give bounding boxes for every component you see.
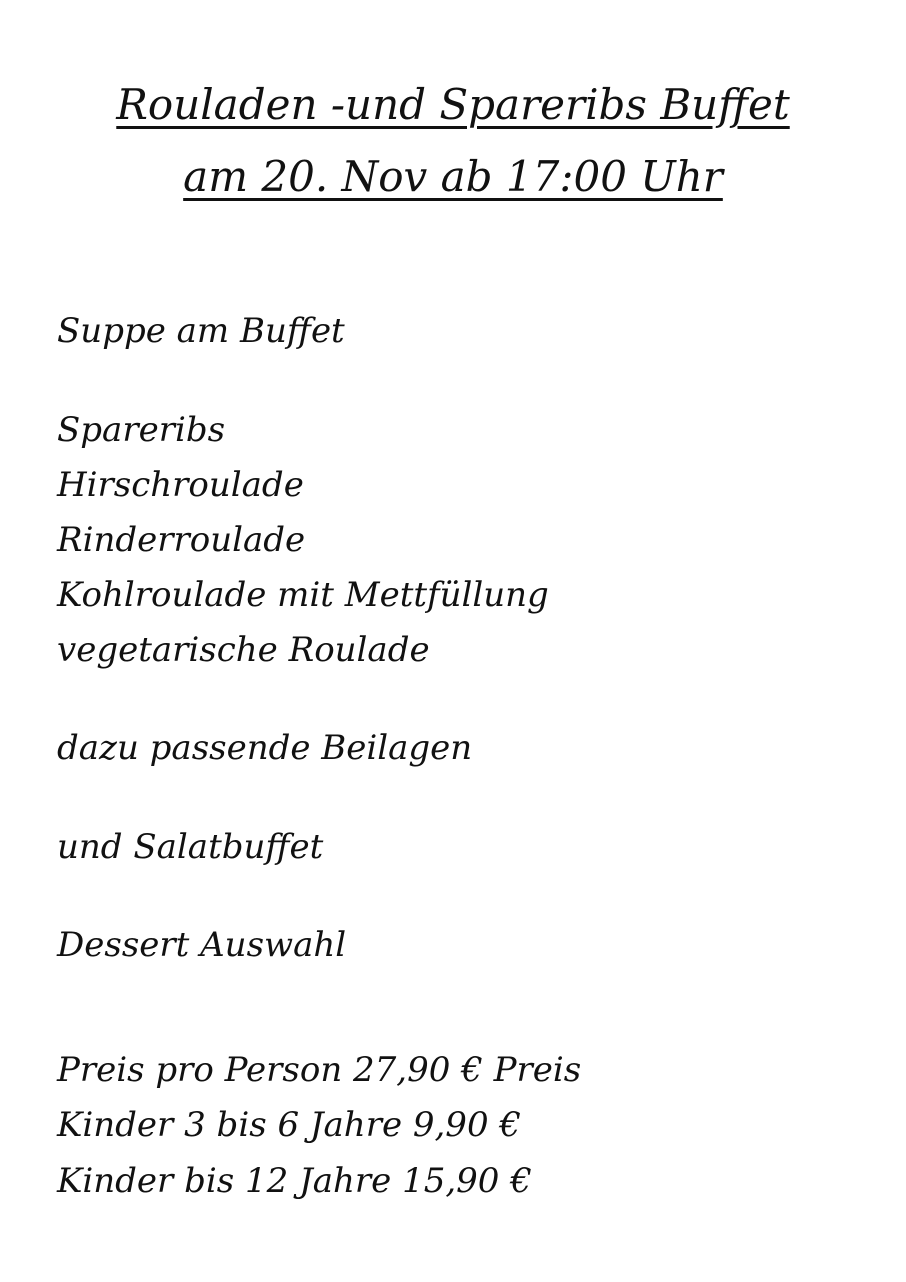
page-title (0, 80, 906, 130)
main-dish-item: Kohlroulade mit Mettfüllung (57, 575, 549, 615)
event-date-heading (0, 152, 906, 202)
main-dish-item: Hirschroulade (57, 465, 304, 505)
dessert-item: Dessert Auswahl (57, 925, 347, 965)
price-line-child-3-6: Kinder 3 bis 6 Jahre 9,90 € (57, 1105, 522, 1145)
main-dish-item: vegetarische Roulade (57, 630, 430, 670)
price-line-adult: Preis pro Person 27,90 € Preis (57, 1050, 582, 1090)
sides-item: dazu passende Beilagen (57, 728, 473, 768)
main-dish-item: Spareribs (57, 410, 226, 450)
price-line-child-12: Kinder bis 12 Jahre 15,90 € (57, 1161, 532, 1201)
title-line-1: Rouladen -und Spareribs Buffet (116, 80, 790, 129)
main-dish-item: Rinderroulade (57, 520, 306, 560)
title-line-2: am 20. Nov ab 17:00 Uhr (183, 152, 723, 201)
salad-item: und Salatbuffet (57, 827, 324, 867)
soup-item: Suppe am Buffet (57, 311, 345, 351)
